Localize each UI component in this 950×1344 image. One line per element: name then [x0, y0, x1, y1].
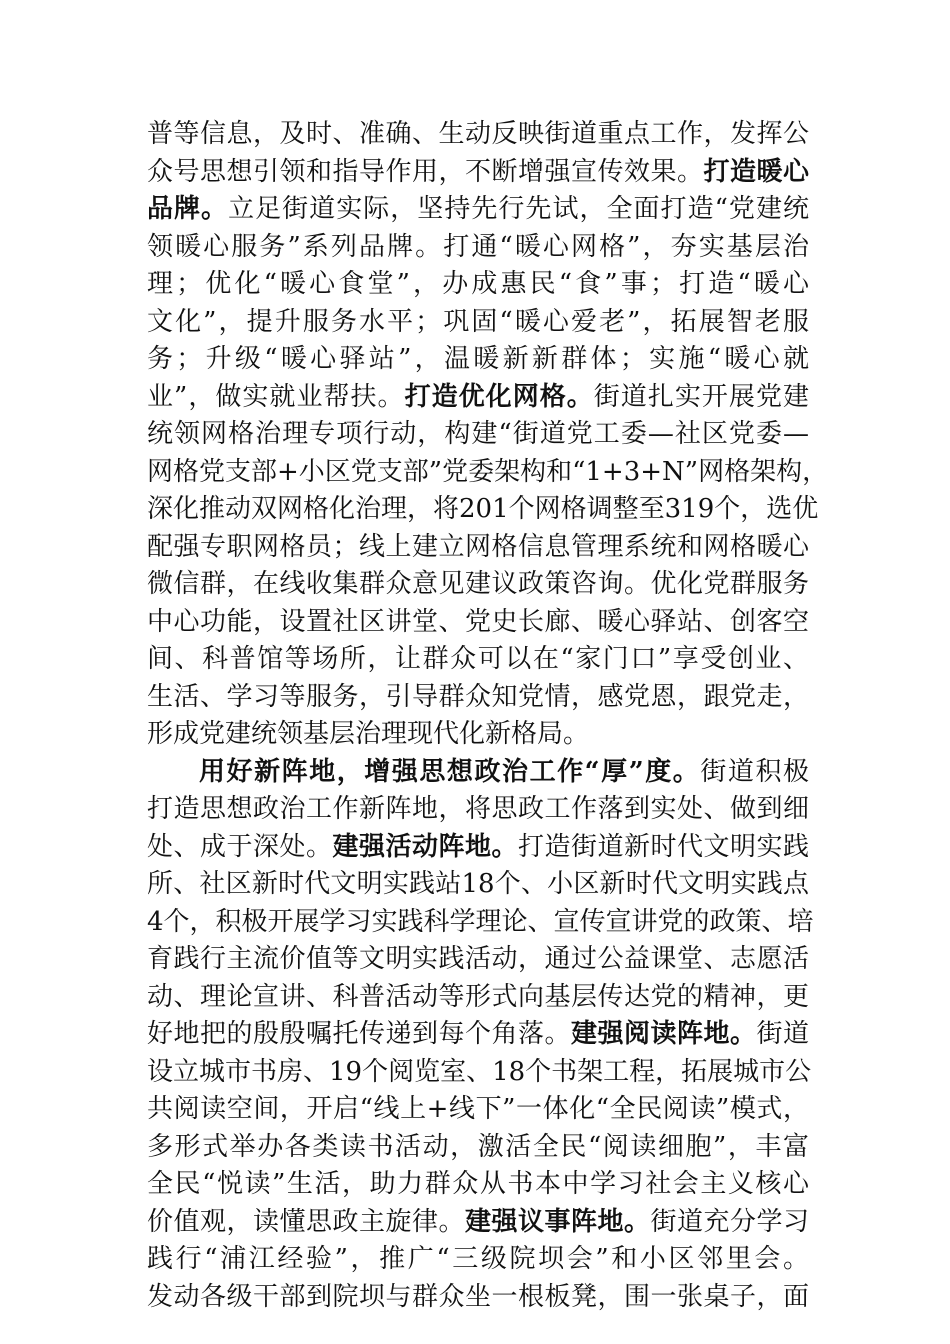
text-line	[147, 716, 809, 754]
body-text-fragment: 理；优化“暖心食堂”，办成惠民“食”事；打造“暖心	[147, 269, 809, 299]
text-line	[147, 604, 809, 642]
body-text-fragment: 众号思想引领和指导作用，不断增强宣传效果。	[147, 156, 704, 187]
body-text-fragment: 生活、学习等服务，引导群众知党情，感党恩，跟党走，	[147, 681, 809, 712]
body-text-fragment: 设立城市书房、19个阅览室、18个书架工程，拓展城市公	[147, 1056, 812, 1087]
body-text-fragment: 动、理论宣讲、科普活动等形式向基层传达党的精神，更	[147, 981, 809, 1012]
bold-heading-text: 建强活动阵地。	[332, 831, 518, 862]
text-line	[147, 1129, 809, 1167]
bold-heading-text: 打造优化网格。	[404, 381, 594, 412]
bold-heading-text: 打造暖心	[703, 156, 809, 187]
body-text-fragment: 街道积极	[700, 756, 809, 787]
text-line	[147, 829, 809, 867]
text-line	[147, 566, 809, 604]
text-line	[147, 379, 809, 417]
body-text-fragment: 业”，做实就业帮扶。	[147, 381, 405, 412]
text-line	[147, 491, 819, 529]
body-text-fragment: 务；升级“暖心驿站”，温暖新新群体；实施“暖心就	[147, 344, 809, 374]
text-line	[147, 679, 809, 717]
body-text-fragment: 发动各级干部到院坝与群众坐一根板凳，围一张桌子，面	[147, 1281, 809, 1312]
bold-heading-text: 建强阅读阵地。	[570, 1019, 757, 1049]
text-line	[147, 1016, 809, 1054]
body-text-fragment: 立足街道实际，坚持先行先试，全面打造“党建统	[228, 194, 809, 224]
text-line	[147, 1054, 812, 1092]
text-line	[147, 641, 809, 679]
text-line	[147, 791, 809, 829]
text-line	[147, 341, 809, 379]
body-text-fragment: 中心功能，设置社区讲堂、党史长廊、暖心驿站、创客空	[147, 606, 809, 637]
text-line	[147, 941, 809, 979]
body-text-fragment: 好地把的殷殷嘱托传递到每个角落。	[147, 1019, 571, 1049]
text-line	[147, 1091, 809, 1129]
text-line	[147, 904, 814, 942]
text-line	[147, 266, 809, 304]
bold-heading-text: 品牌。	[147, 194, 229, 224]
text-line	[147, 116, 809, 154]
body-text-fragment: 领暖心服务”系列品牌。打通“暖心网格”，夯实基层治	[147, 231, 809, 262]
body-text-fragment: 街道	[756, 1019, 809, 1049]
text-line	[147, 529, 809, 567]
body-text-fragment: 育践行主流价值等文明实践活动，通过公益课堂、志愿活	[147, 944, 809, 974]
body-text-fragment: 微信群，在线收集群众意见建议政策咨询。优化党群服务	[147, 569, 809, 599]
body-text-fragment: 普等信息，及时、准确、生动反映街道重点工作，发挥公	[147, 119, 809, 149]
body-text-fragment: 网格党支部+小区党支部”党委架构和“1+3+N”网格架构，	[147, 456, 829, 487]
body-text-fragment: 全民“悦读”生活，助力群众从书本中学习社会主义核心	[147, 1169, 809, 1199]
text-line	[147, 229, 809, 267]
body-text-fragment: 打造街道新时代文明实践	[518, 831, 809, 862]
text-line	[147, 1166, 809, 1204]
body-text-fragment: 4个，积极开展学习实践科学理论、宣传宣讲党的政策、培	[147, 906, 814, 937]
text-line	[147, 304, 809, 342]
body-text-fragment: 统领网格治理专项行动，构建“街道党工委—社区党委—	[147, 419, 809, 449]
body-text-fragment: 形成党建统领基层治理现代化新格局。	[147, 719, 590, 749]
text-line	[147, 754, 809, 792]
text-line	[147, 416, 809, 454]
text-line	[147, 1204, 809, 1242]
body-text-fragment: 价值观，读懂思政主旋律。	[147, 1206, 465, 1237]
body-text	[147, 116, 829, 1316]
body-text-fragment: 文化”，提升服务水平；巩固“暖心爱老”，拓展智老服	[147, 306, 809, 337]
body-text-fragment: 共阅读空间，开启“线上+线下”一体化“全民阅读”模式，	[147, 1094, 809, 1124]
text-line	[147, 154, 809, 192]
text-line	[147, 1279, 809, 1317]
text-line	[147, 1241, 809, 1279]
text-line	[147, 454, 829, 492]
body-text-fragment: 间、科普馆等场所，让群众可以在“家门口”享受创业、	[147, 644, 809, 674]
body-text-fragment: 街道扎实开展党建	[593, 381, 809, 412]
bold-heading-text: 用好新阵地，增强思想政治工作“厚”度。	[199, 756, 701, 787]
text-line	[147, 979, 809, 1017]
text-line	[147, 866, 809, 904]
bold-heading-text: 建强议事阵地。	[464, 1206, 651, 1237]
body-text-fragment: 街道充分学习	[650, 1206, 809, 1237]
body-text-fragment: 多形式举办各类读书活动，激活全民“阅读细胞”，丰富	[147, 1131, 809, 1162]
body-text-fragment: 处、成于深处。	[147, 831, 333, 862]
body-text-fragment: 所、社区新时代文明实践站18个、小区新时代文明实践点	[147, 869, 809, 899]
body-text-fragment: 打造思想政治工作新阵地，将思政工作落到实处、做到细	[147, 794, 809, 824]
body-text-fragment: 配强专职网格员；线上建立网格信息管理系统和网格暖心	[147, 531, 809, 562]
body-text-fragment: 践行“浦江经验”，推广“三级院坝会”和小区邻里会。	[147, 1244, 809, 1274]
body-text-fragment: 深化推动双网格化治理，将201个网格调整至319个，选优	[147, 494, 819, 524]
text-line	[147, 191, 809, 229]
